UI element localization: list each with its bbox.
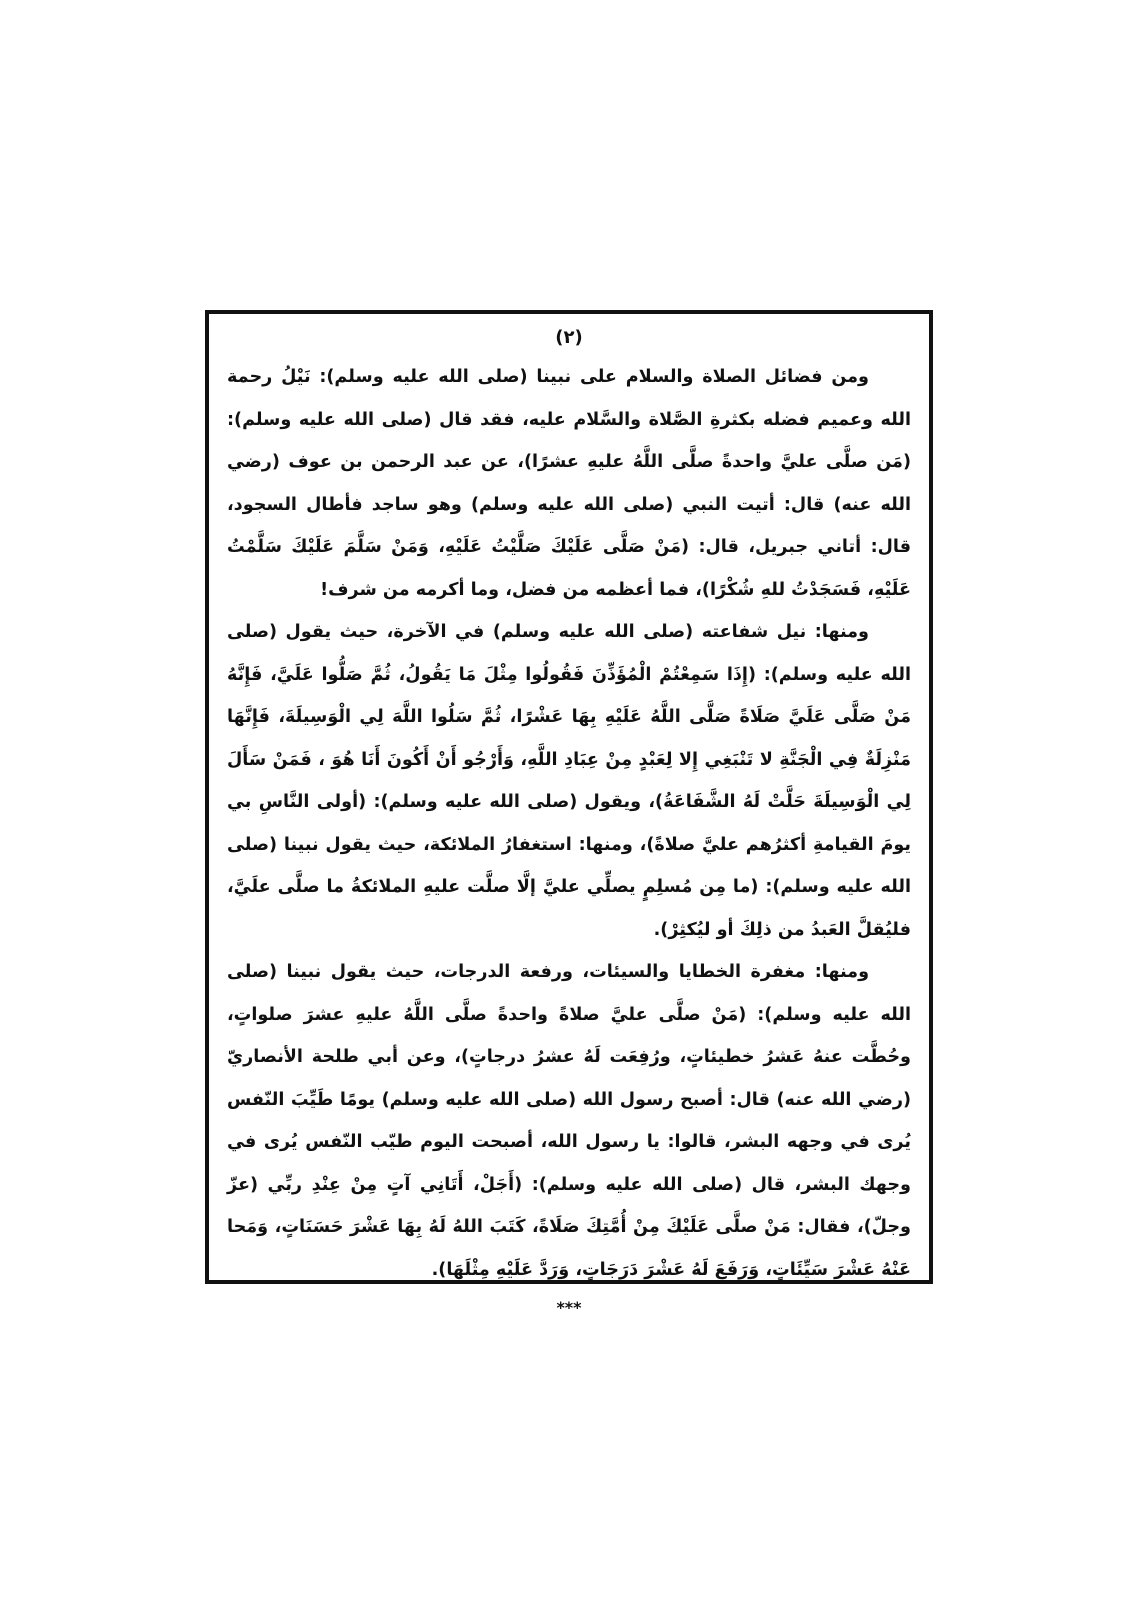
paragraph-virtues-of-prayer: ومن فضائل الصلاة والسلام على نبينا (صلى الله عليه وسلم): نَيْلُ رحمة الله وعميم فضله بكثرةِ الصَّلاة والسَّلام عليه، فقد قال (صلى الله عليه وسلم): (مَن صلَّى عليَّ واحدةً صلَّى اللَّهُ عليهِ عشرًا)، عن عبد الرحمن بن عوف (رضي الله عنه) قال: أتيت النبي (صلى الله عليه وسلم) وهو ساجد فأطال السجود، قال: أتاني جبريل، قال: (مَنْ صَلَّى عَلَيْكَ صَلَّيْتُ عَلَيْهِ، وَمَنْ سَلَّمَ عَلَيْكَ سَلَّمْتُ عَلَيْهِ، فَسَجَدْتُ للهِ شُكْرًا)، فما أعظمه من فضل، وما أكرمه من شرف! bbox=[227, 367, 911, 600]
page-number: (٢) bbox=[555, 327, 583, 348]
end-mark: *** bbox=[556, 1298, 582, 1317]
paragraph-intercession: ومنها: نيل شفاعته (صلى الله عليه وسلم) في الآخرة، حيث يقول (صلى الله عليه وسلم): (إِذَا سَمِعْتُمْ الْمُؤَذِّنَ فَقُولُوا مِثْلَ مَا يَقُولُ، ثُمَّ صَلُّوا عَلَيَّ، فَإِنَّهُ مَنْ صَلَّى عَلَيَّ صَلَاةً صَلَّى اللَّهُ عَلَيْهِ بِهَا عَشْرًا، ثُمَّ سَلُوا اللَّهَ لِي الْوَسِيلَةَ، فَإِنَّهَا مَنْزِلَةٌ فِي الْجَنَّةِ لا تَنْبَغِي إِلا لِعَبْدٍ مِنْ عِبَادِ اللَّهِ، وَأَرْجُو أَنْ أَكُونَ أَنَا هُوَ ، فَمَنْ سَأَلَ لِي الْوَسِيلَةَ حَلَّتْ لَهُ الشَّفَاعَةُ)، ويقول (صلى الله عليه وسلم): (أولى النَّاسِ بي يومَ القيامةِ أكثرُهم عليَّ صلاةً)، ومنها: استغفارُ الملائكة، حيث يقول نبينا (صلى الله عليه وسلم): (ما مِن مُسلِمٍ يصلِّي عليَّ إلَّا صلَّت عليهِ الملائكةُ ما صلَّى علَيَّ، فليُقلَّ العَبدُ من ذلِكَ أو ليُكثِرْ). bbox=[227, 622, 911, 940]
paragraph-forgiveness: ومنها: مغفرة الخطايا والسيئات، ورفعة الدرجات، حيث يقول نبينا (صلى الله عليه وسلم): (مَنْ صلَّى عليَّ صلاةً واحدةً صلَّى اللَّهُ عليهِ عشرَ صلواتٍ، وحُطَّت عنهُ عَشرُ خطيئاتٍ، ورُفِعَت لَهُ عشرُ درجاتٍ)، وعن أبي طلحة الأنصاريّ (رضي الله عنه) قال: أصبح رسول الله (صلى الله عليه وسلم) يومًا طَيِّبَ النّفس يُرى في وجهه البشر، قالوا: يا رسول الله، أصبحت اليوم طيّب النّفس يُرى في وجهك البشر، قال (صلى الله عليه وسلم): (أَجَلْ، أَتَانِي آتٍ مِنْ عِنْدِ ربِّي (عزّ وجلّ)، فقال: مَنْ صلَّى عَلَيْكَ مِنْ أُمَّتِكَ صَلَاةً، كَتَبَ اللهُ لَهُ بِهَا عَشْرَ حَسَنَاتٍ، وَمَحا عَنْهُ عَشْرَ سَيِّئَاتٍ، وَرَفَعَ لَهُ عَشْرَ دَرَجَاتٍ، وَرَدَّ عَلَيْهِ مِثْلَهَا). bbox=[227, 962, 911, 1280]
page-frame bbox=[205, 310, 933, 1317]
